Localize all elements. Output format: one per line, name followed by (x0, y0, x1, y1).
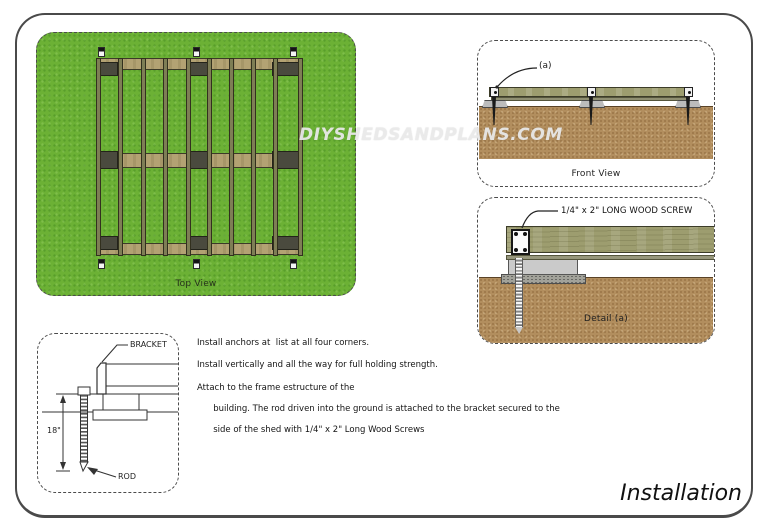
watermark-text: DIYSHEDSANDPLANS.COM (299, 125, 563, 145)
joist (186, 58, 191, 256)
instruction-line-3b: building. The rod driven into the ground is attached to the bracket secured to the (213, 404, 560, 414)
joist (251, 58, 256, 256)
anchor-head (290, 259, 297, 269)
anchor-head (98, 47, 105, 57)
joist (96, 58, 101, 256)
beam-detail (506, 226, 715, 253)
front-view-panel (477, 40, 715, 187)
instruction-line-3c: side of the shed with 1/4" x 2" Long Wood Screws (213, 425, 425, 435)
top-view-panel (36, 32, 356, 296)
wood-screw-dot (523, 248, 527, 252)
detail-bracket (511, 229, 530, 255)
rod-label: ROD (118, 472, 137, 481)
joist (298, 58, 303, 256)
instruction-line-1: Install anchors at list at all four corners. (197, 338, 370, 348)
anchor-head (193, 47, 200, 57)
wood-screw-label: 1/4" x 2" LONG WOOD SCREW (561, 206, 693, 216)
floor-frame-top-view (96, 47, 303, 269)
bracket-rod-line-drawing (38, 334, 180, 494)
beam-lower-strip-detail (506, 255, 715, 260)
joist (118, 58, 123, 256)
instruction-line-2: Install vertically and all the way for full holding strength. (197, 360, 438, 370)
joist (141, 58, 146, 256)
joist (163, 58, 168, 256)
instruction-paragraph-3 (197, 383, 605, 436)
joist (229, 58, 234, 256)
bracket-label: BRACKET (130, 340, 167, 349)
dimension-18in-label: 18" (47, 426, 61, 435)
callout-a-label: (a) (539, 61, 552, 71)
anchor-head (193, 259, 200, 269)
top-view-caption: Top View (175, 279, 217, 289)
anchor-head (98, 259, 105, 269)
front-view-caption: Front View (571, 169, 621, 179)
speckled-base-pad (501, 274, 586, 284)
page-title: Installation (620, 481, 742, 506)
wood-screw-dot (514, 232, 518, 236)
screw-dot (494, 91, 497, 94)
anchor-bracket (587, 87, 596, 97)
wood-screw-dot (523, 232, 527, 236)
wood-screw-dot (514, 248, 518, 252)
joist (207, 58, 212, 256)
bracket-rod-diagram-panel (37, 333, 179, 493)
anchor-bracket (684, 87, 693, 97)
anchor-bracket (490, 87, 499, 97)
anchor-head (290, 47, 297, 57)
screw-dot (591, 91, 594, 94)
instruction-line-3a: Attach to the frame estructure of the (197, 383, 355, 393)
joist (273, 58, 278, 256)
detail-a-panel (477, 197, 715, 344)
screw-dot (688, 91, 691, 94)
detail-caption: Detail (a) (584, 314, 628, 324)
